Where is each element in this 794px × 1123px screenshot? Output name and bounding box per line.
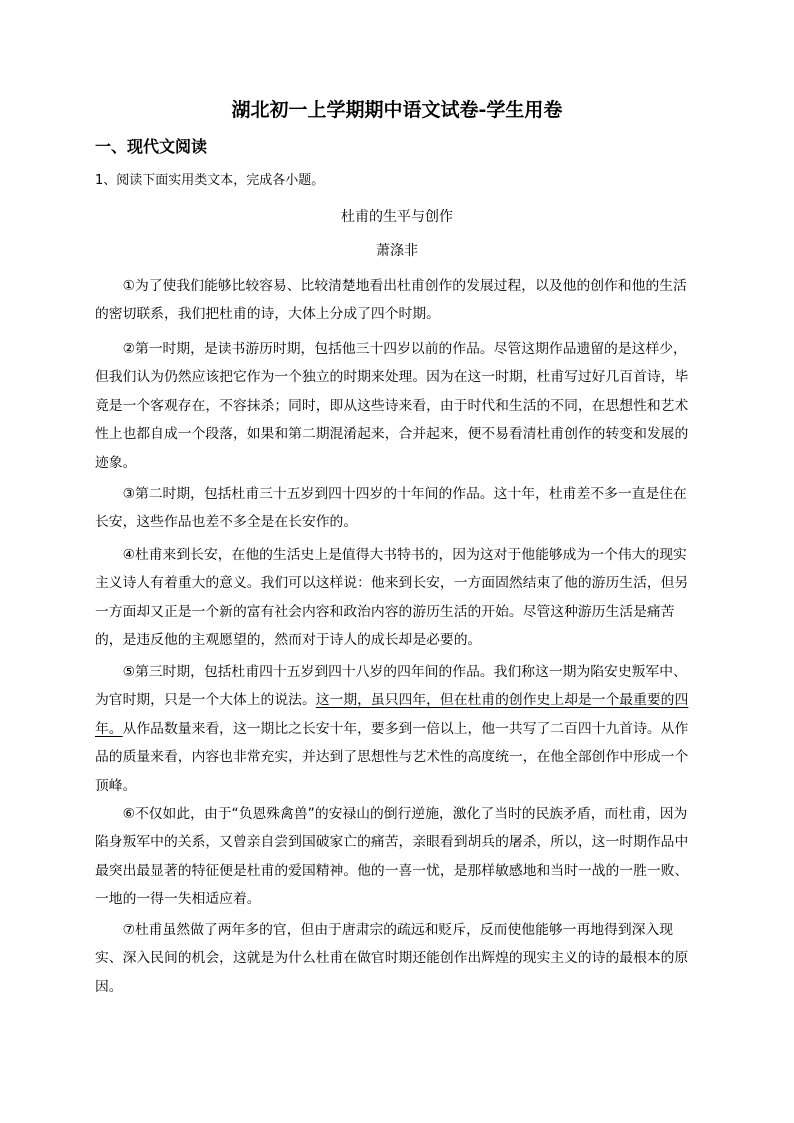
paragraph-5-text-a: ⑤第三时期，包括杜甫四十五岁到四十八岁的四年间的作品。我们称这一期为陷安史叛军中、为官时期，只是一个大体上的说法。 (95, 664, 687, 709)
paragraph-5 (95, 658, 695, 800)
question-prompt: 1、阅读下面实用类文本，完成各小题。 (95, 173, 325, 188)
paragraph-2: ②第一时期，是读书游历时期，包括他三十四岁以前的作品。尽管这期作品遗留的是这样少，但我们认为仍然应该把它作为一个独立的时期来处理。因为在这一时期，杜甫写过好几百首诗，毕竟是一个客观存在，不容抹杀；同时，即从这些诗来看，由于时代和生活的不同，在思想性和艺术性上也都自成一个段落，如果和第二期混淆起来，合并起来，便不易看清杜甫创作的转变和发展的迹象。 (95, 341, 689, 471)
paragraph-3: ③第二时期，包括杜甫三十五岁到四十四岁的十年间的作品。这十年，杜甫差不多一直是住在长安，这些作品也差不多全是在长安作的。 (95, 486, 687, 531)
paragraph-4: ④杜甫来到长安，在他的生活史上是值得大书特书的，因为这对于他能够成为一个伟大的现实主义诗人有着重大的意义。我们可以这样说：他来到长安，一方面固然结束了他的游历生活，但另一方面却又正是一个新的富有社会内容和政治内容的游历生活的开始。尽管这种游历生活是痛苦的，是违反他的主观愿望的，然而对于诗人的成长却是必要的。 (95, 547, 689, 649)
article-title: 杜甫的生平与创作 (341, 209, 453, 225)
paragraph-1: ①为了使我们能够比较容易、比较清楚地看出杜甫创作的发展过程，以及他的创作和他的生活的密切联系，我们把杜甫的诗，大体上分成了四个时期。 (95, 278, 687, 323)
section-heading: 一、现代文阅读 (95, 137, 208, 156)
paragraph-6: ⑥不仅如此，由于“负恩殊禽兽”的安禄山的倒行逆施，激化了当时的民族矛盾，而杜甫，因为陷身叛军中的关系，又曾亲自尝到国破家亡的痛苦，亲眼看到胡兵的屠杀，所以，这一时期作品中最突出最显著的特征便是杜甫的爱国精神。他的一喜一忧，是那样敏感地和当时一战的一胜一败、一地的一得一失相适应着。 (95, 806, 689, 908)
paragraph-5-underlined: 这一期，虽只四年，但在杜甫的创作史上却是一个最重要的四年。 (95, 692, 689, 737)
page-title: 湖北初一上学期期中语文试卷-学生用卷 (231, 99, 563, 121)
paragraph-5-text-b: 从作品数量来看，这一期比之长安十年，要多到一倍以上，他一共写了二百四十九首诗。从作品的质量来看，内容也非常充实，并达到了思想性与艺术性的高度统一，在他全部创作中形成一个顶峰。 (95, 720, 689, 794)
article-author: 萧涤非 (376, 243, 418, 259)
paragraph-7: ⑦杜甫虽然做了两年多的官，但由于唐肃宗的疏远和贬斥，反而使他能够一再地得到深入现实、深入民间的机会，这就是为什么杜甫在做官时期还能创作出辉煌的现实主义的诗的最根本的原因。 (95, 922, 689, 995)
